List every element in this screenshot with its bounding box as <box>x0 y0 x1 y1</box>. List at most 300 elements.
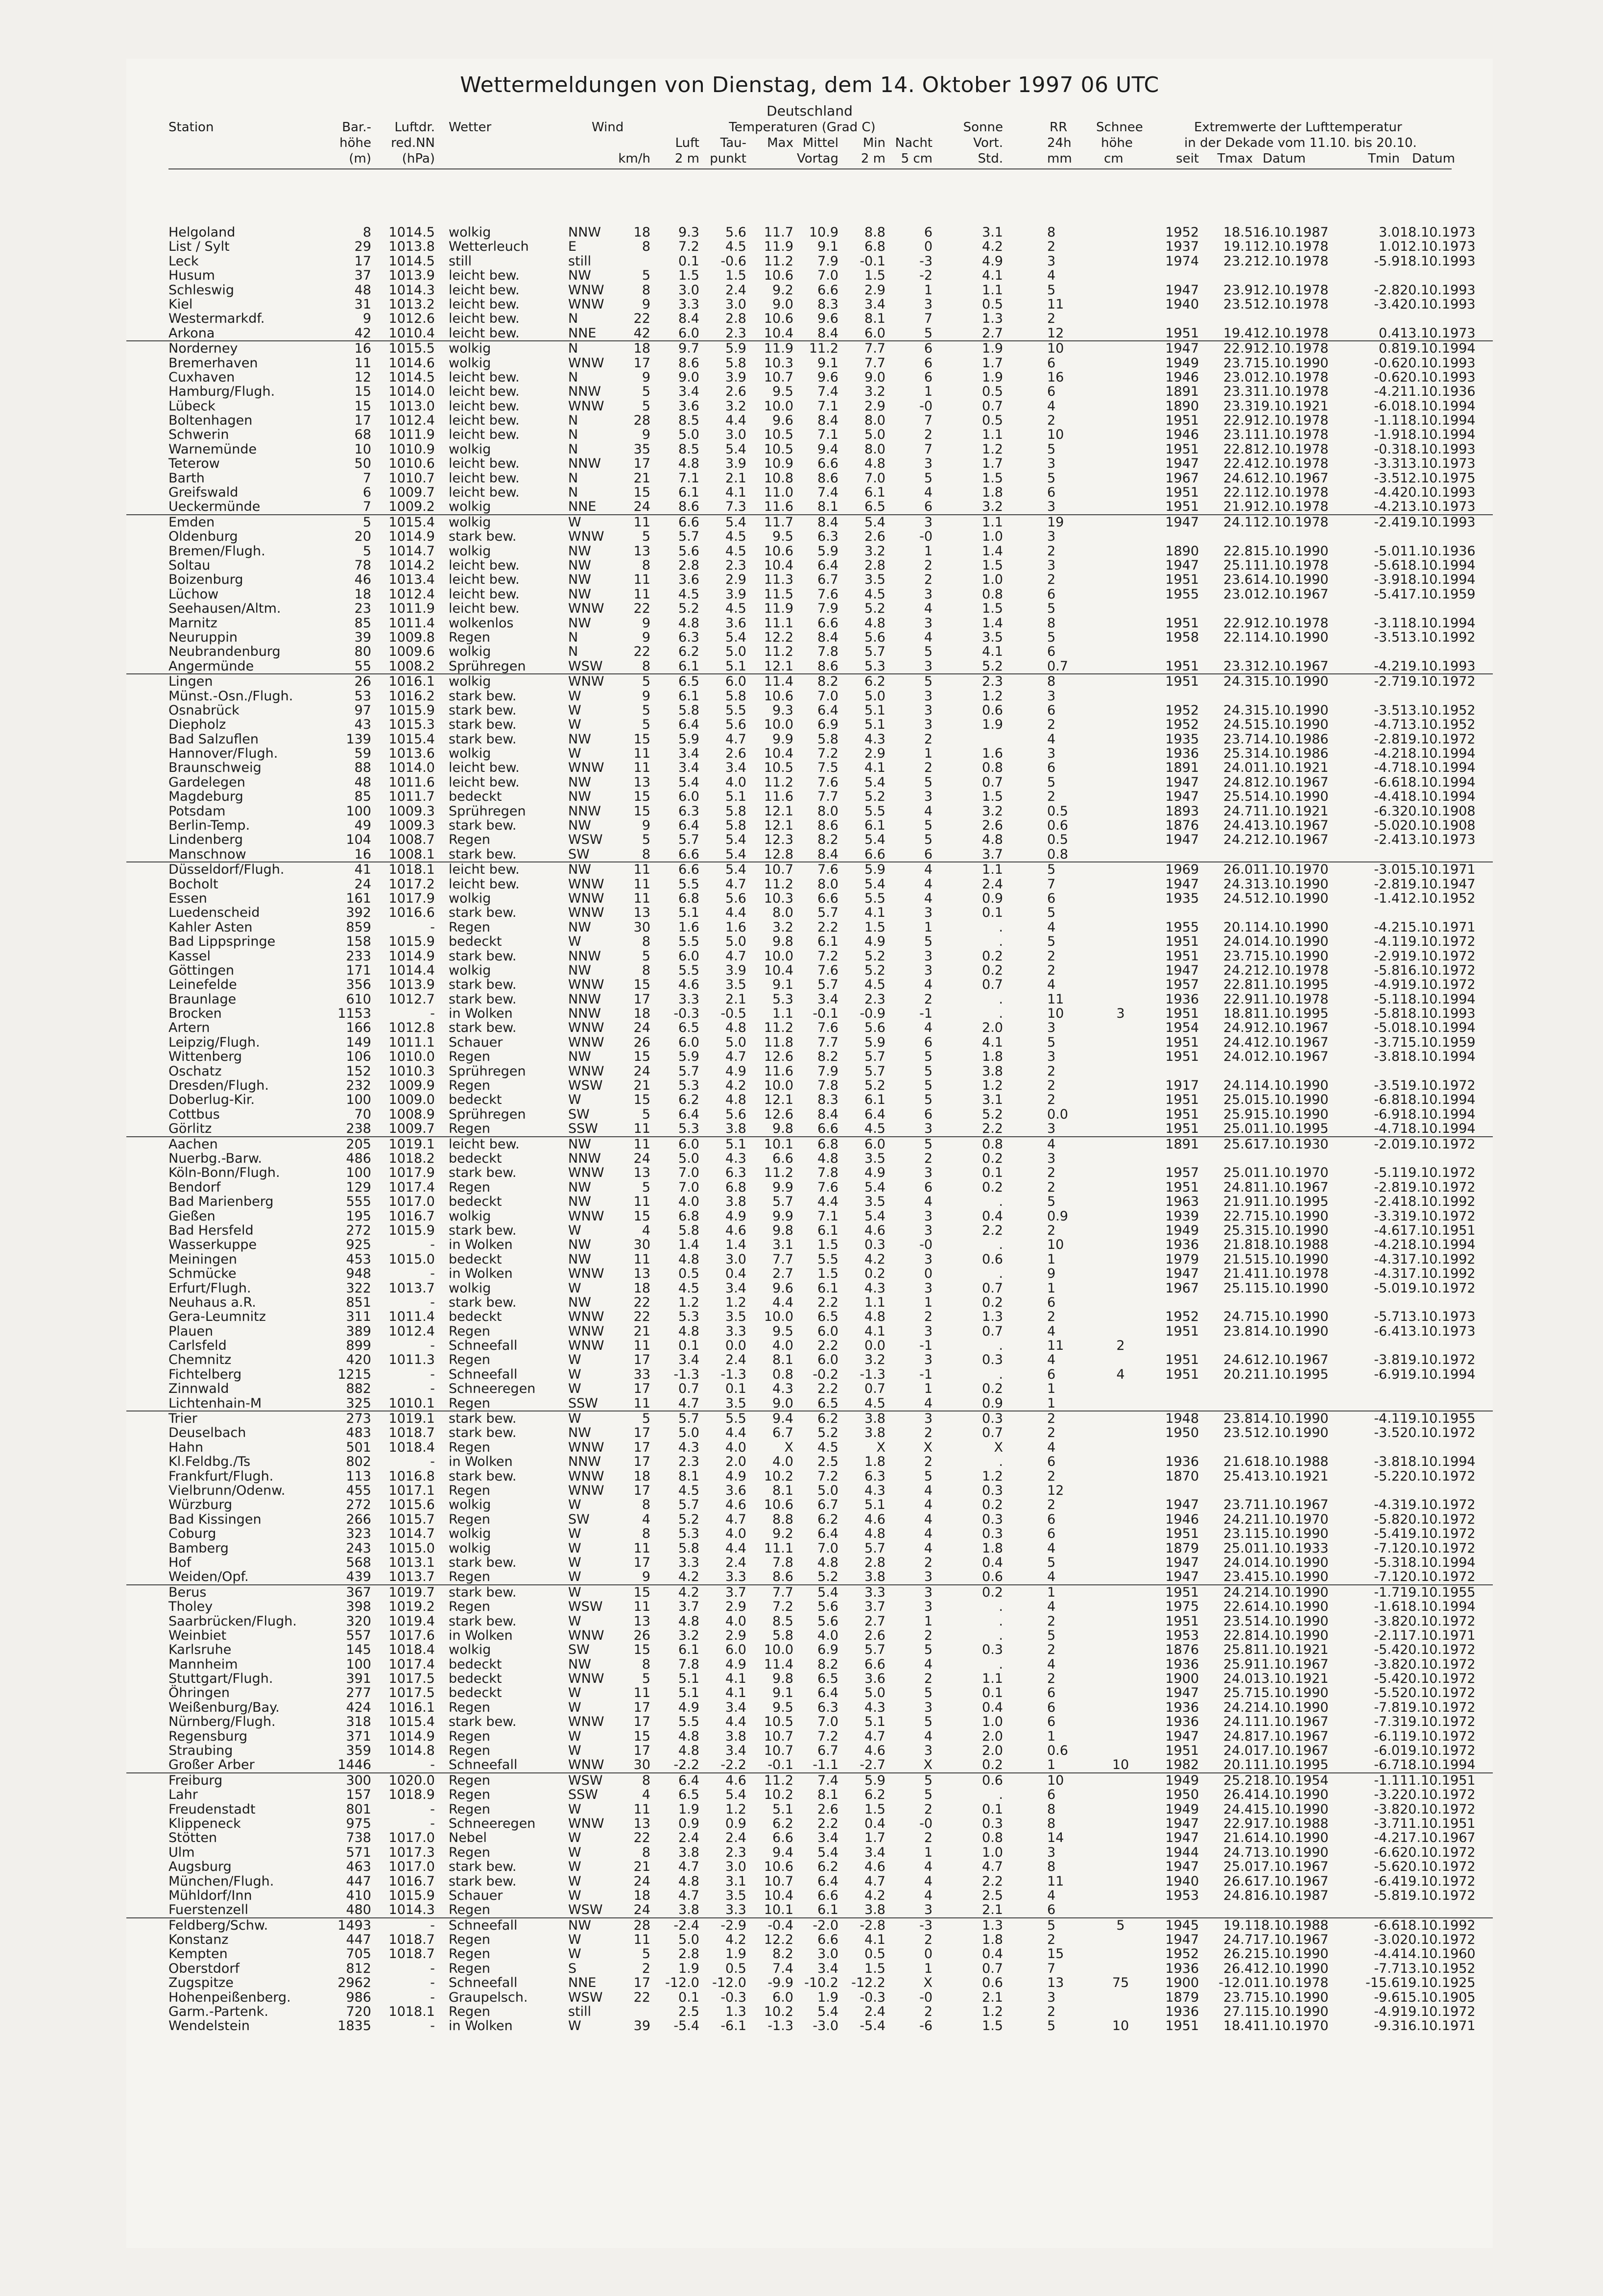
cell-tmin: -6.3 <box>1374 803 1400 819</box>
table-row <box>126 1107 1493 1122</box>
cell-tmin: -4.2 <box>1374 746 1400 762</box>
cell-wdir: WNW <box>568 1034 604 1050</box>
table-row <box>126 718 1493 732</box>
cell-mit: 4.8 <box>817 1555 838 1570</box>
cell-mit: 7.8 <box>817 644 838 660</box>
cell-min2: 8.8 <box>864 225 885 240</box>
cell-tmax: 23.6 <box>1223 572 1253 588</box>
cell-tmaxd: 15.10.1990 <box>1253 355 1329 371</box>
table-row <box>126 1195 1493 1209</box>
cell-min2: 8.0 <box>864 413 885 429</box>
cell-station: Hahn <box>168 1439 204 1455</box>
cell-wspd: 9 <box>642 688 650 704</box>
cell-t2m: 0.5 <box>678 1266 699 1282</box>
cell-min2: 3.5 <box>864 1151 885 1166</box>
cell-t2m: -0.3 <box>673 1006 699 1022</box>
cell-mit: 10.9 <box>809 225 838 240</box>
cell-max: 10.7 <box>764 1743 793 1759</box>
cell-mit: 2.2 <box>817 1381 838 1397</box>
cell-tmin: -2.8 <box>1374 731 1400 747</box>
cell-tmax: 23.7 <box>1223 1497 1253 1513</box>
cell-max: 8.0 <box>772 905 793 921</box>
table-row <box>126 674 1493 689</box>
cell-t2m: 1.4 <box>678 1237 699 1253</box>
cell-t2m: 3.6 <box>678 572 699 588</box>
cell-wspd: 13 <box>633 1613 650 1629</box>
cell-sonne: 3.8 <box>982 1063 1003 1079</box>
cell-tau: -2.9 <box>720 1917 746 1933</box>
cell-bar: 48 <box>354 282 371 298</box>
cell-tmax: 23.7 <box>1223 1989 1253 2005</box>
cell-wdir: W <box>568 1801 581 1817</box>
cell-wetter: Regen <box>449 1121 491 1137</box>
cell-wspd: 24 <box>633 1063 650 1079</box>
cell-mit: 6.7 <box>817 1497 838 1513</box>
cell-seit: 1891 <box>1165 1136 1199 1152</box>
cell-tmaxd: 12.10.1967 <box>1253 658 1329 674</box>
cell-seit: 1951 <box>1165 1584 1199 1600</box>
cell-tau: 2.3 <box>725 1844 746 1860</box>
cell-min2: 1.8 <box>864 1454 885 1470</box>
cell-tmax: 22.9 <box>1223 413 1253 429</box>
table-row <box>126 442 1493 456</box>
cell-tmax: 24.2 <box>1223 962 1253 978</box>
cell-min5: 5 <box>924 1787 933 1803</box>
cell-station: Kiel <box>168 296 193 312</box>
cell-wspd: 42 <box>633 325 650 341</box>
cell-max: 6.2 <box>772 1816 793 1831</box>
cell-wetter: stark bew. <box>449 977 517 993</box>
cell-min2: 4.9 <box>864 1165 885 1181</box>
cell-rr: 8 <box>1047 615 1056 631</box>
cell-tau: 1.6 <box>725 919 746 935</box>
cell-tmind: 18.10.1994 <box>1400 1555 1476 1570</box>
cell-tmind: 17.10.1951 <box>1400 1222 1476 1238</box>
cell-luft: 1014.0 <box>388 760 435 776</box>
cell-max: 1.1 <box>772 1006 793 1022</box>
table-row <box>126 1947 1493 1961</box>
cell-rr: 6 <box>1047 890 1056 906</box>
cell-tmind: 20.10.1972 <box>1400 1642 1476 1658</box>
cell-sonne: 0.7 <box>982 1425 1003 1441</box>
cell-station: Berlin-Temp. <box>168 818 250 834</box>
cell-luft: - <box>430 1338 435 1354</box>
cell-sonne: 2.3 <box>982 674 1003 690</box>
cell-wetter: wolkig <box>449 644 491 660</box>
cell-tau: 3.0 <box>725 1859 746 1875</box>
cell-tau: 2.4 <box>725 1555 746 1570</box>
table-row <box>126 1122 1493 1136</box>
cell-max: 10.7 <box>764 862 793 878</box>
cell-seit: 1974 <box>1165 253 1199 269</box>
cell-t2m: 3.2 <box>678 1627 699 1643</box>
cell-rr: 2 <box>1047 1671 1056 1687</box>
cell-tmaxd: 11.10.1995 <box>1253 1366 1329 1382</box>
cell-tmax: 24.9 <box>1223 1020 1253 1036</box>
cell-max: 8.2 <box>772 1946 793 1962</box>
cell-rr: 0.7 <box>1047 658 1068 674</box>
cell-wetter: wolkig <box>449 1280 491 1296</box>
cell-min2: 1.1 <box>864 1294 885 1310</box>
cell-sonne: 4.2 <box>982 239 1003 255</box>
cell-wspd: 22 <box>633 1830 650 1846</box>
cell-mit: 7.9 <box>817 601 838 617</box>
cell-seit: 1951 <box>1165 1034 1199 1050</box>
cell-wdir: WSW <box>568 832 603 848</box>
table-row <box>126 1180 1493 1195</box>
cell-sonne: 1.3 <box>982 1917 1003 1933</box>
cell-wetter: Sprühregen <box>449 803 526 819</box>
cell-t2m: 8.5 <box>678 413 699 429</box>
cell-wdir: NW <box>568 774 591 790</box>
cell-sonne: 1.6 <box>982 746 1003 762</box>
cell-min2: 5.3 <box>864 658 885 674</box>
cell-mit: 6.6 <box>817 282 838 298</box>
cell-mit: 9.1 <box>817 239 838 255</box>
cell-min2: 5.0 <box>864 688 885 704</box>
cell-mit: 8.4 <box>817 325 838 341</box>
cell-t2m: 4.2 <box>678 1569 699 1585</box>
cell-seit: 1951 <box>1165 325 1199 341</box>
cell-wetter: wolkig <box>449 441 491 457</box>
cell-min2: 3.4 <box>864 296 885 312</box>
cell-tau: 3.7 <box>725 1584 746 1600</box>
cell-min5: 2 <box>924 1932 933 1948</box>
cell-luft: 1018.2 <box>388 1151 435 1166</box>
cell-luft: - <box>430 1006 435 1022</box>
cell-station: Straubing <box>168 1743 233 1759</box>
region-subtitle: Deutschland <box>766 103 853 119</box>
table-row <box>126 1469 1493 1483</box>
cell-station: Bamberg <box>168 1540 229 1556</box>
cell-tmin: -9.3 <box>1374 2018 1400 2034</box>
cell-bar: 483 <box>346 1425 371 1441</box>
cell-luft: 1009.0 <box>388 1092 435 1108</box>
cell-mit: 6.0 <box>817 1323 838 1339</box>
cell-seit: 1947 <box>1165 962 1199 978</box>
cell-min2: 5.2 <box>864 789 885 805</box>
cell-seit: 1952 <box>1165 1309 1199 1325</box>
cell-tmind: 19.10.1972 <box>1400 2004 1476 2020</box>
cell-tau: 2.4 <box>725 282 746 298</box>
cell-tau: 5.4 <box>725 846 746 862</box>
cell-t2m: 3.4 <box>678 384 699 400</box>
cell-wdir: N <box>568 629 578 645</box>
cell-tmax: 24.5 <box>1223 890 1253 906</box>
cell-mit: 6.8 <box>817 1136 838 1152</box>
cell-tmind: 15.10.1959 <box>1400 1034 1476 1050</box>
cell-luft: 1016.7 <box>388 1208 435 1224</box>
cell-tau: 4.4 <box>725 413 746 429</box>
cell-seit: 1967 <box>1165 1280 1199 1296</box>
cell-bar: 149 <box>346 1034 371 1050</box>
cell-sonne: 0.5 <box>982 384 1003 400</box>
cell-seit: 1900 <box>1165 1671 1199 1687</box>
header-temp-group: Temperaturen (Grad C) <box>729 120 876 135</box>
cell-seit: 1951 <box>1165 1352 1199 1368</box>
cell-wdir: W <box>568 1932 581 1948</box>
cell-luft: - <box>430 1366 435 1382</box>
cell-seit: 1953 <box>1165 1627 1199 1643</box>
cell-mit: 2.2 <box>817 919 838 935</box>
cell-wdir: W <box>568 1092 581 1108</box>
cell-min5: 5 <box>924 325 933 341</box>
cell-station: Oldenburg <box>168 529 238 545</box>
cell-tmaxd: 12.10.1978 <box>1253 485 1329 501</box>
cell-t2m: 1.9 <box>678 1801 699 1817</box>
cell-wdir: WNW <box>568 1671 604 1687</box>
cell-station: Artern <box>168 1020 210 1036</box>
cell-wdir: W <box>568 2018 581 2034</box>
cell-station: Bremen/Flugh. <box>168 543 265 559</box>
cell-seit: 1951 <box>1165 934 1199 950</box>
cell-luft: 1010.9 <box>388 441 435 457</box>
cell-min2: 4.7 <box>864 1728 885 1744</box>
cell-wdir: N <box>568 413 578 429</box>
cell-wetter: Regen <box>449 1352 491 1368</box>
cell-tau: 4.0 <box>725 1526 746 1542</box>
cell-tmax: 25.7 <box>1223 1685 1253 1701</box>
cell-tmaxd: 12.10.1967 <box>1253 1352 1329 1368</box>
cell-tmind: 19.10.1972 <box>1400 1136 1476 1152</box>
cell-wetter: stark bew. <box>449 1411 517 1427</box>
cell-min2: 4.8 <box>864 1309 885 1325</box>
cell-min2: 4.8 <box>864 1526 885 1542</box>
cell-station: Doberlug-Kir. <box>168 1092 255 1108</box>
cell-tau: 2.3 <box>725 557 746 573</box>
cell-bar: 145 <box>346 1642 371 1658</box>
cell-luft: 1012.4 <box>388 1323 435 1339</box>
cell-wetter: stark bew. <box>449 731 517 747</box>
cell-min2: 3.7 <box>864 1599 885 1615</box>
cell-bar: 5 <box>362 543 371 559</box>
cell-min2: 7.0 <box>864 470 885 486</box>
cell-tau: 3.4 <box>725 1280 746 1296</box>
cell-wspd: 17 <box>633 1699 650 1715</box>
cell-wspd: 5 <box>642 674 650 690</box>
cell-tmin: -5.0 <box>1374 543 1400 559</box>
cell-wspd: 18 <box>633 1888 650 1903</box>
cell-station: Hannover/Flugh. <box>168 746 278 762</box>
cell-wetter: stark bew. <box>449 1584 517 1600</box>
cell-tau: 5.5 <box>725 1411 746 1427</box>
cell-rr: 5 <box>1047 1194 1056 1210</box>
cell-luft: - <box>430 1237 435 1253</box>
cell-wetter: leicht bew. <box>449 296 520 312</box>
cell-wdir: NW <box>568 1237 591 1253</box>
cell-wspd: 22 <box>633 1989 650 2005</box>
cell-min2: 5.0 <box>864 1685 885 1701</box>
cell-tmind: 20.10.1972 <box>1400 1613 1476 1629</box>
cell-wdir: W <box>568 1685 581 1701</box>
cell-seit: 1951 <box>1165 499 1199 515</box>
table-row <box>126 1382 1493 1396</box>
cell-tmin: -3.7 <box>1374 1034 1400 1050</box>
cell-t2m: 6.3 <box>678 803 699 819</box>
cell-wspd: 17 <box>633 1555 650 1570</box>
cell-min2: 5.2 <box>864 962 885 978</box>
cell-tmin: -6.0 <box>1374 398 1400 414</box>
cell-wspd: 22 <box>633 1294 650 1310</box>
cell-bar: 158 <box>346 934 371 950</box>
cell-tau: 5.4 <box>725 441 746 457</box>
cell-wetter: Regen <box>449 1078 491 1094</box>
cell-tmaxd: 12.10.1978 <box>1253 282 1329 298</box>
cell-min5: 2 <box>924 572 933 588</box>
cell-sonne: 0.5 <box>982 296 1003 312</box>
cell-luft: 1009.8 <box>388 629 435 645</box>
cell-tmin: -6.6 <box>1374 1917 1400 1933</box>
table-row <box>126 356 1493 370</box>
cell-min2: 4.8 <box>864 615 885 631</box>
cell-tmin: -7.1 <box>1374 1569 1400 1585</box>
cell-min5: 6 <box>924 369 933 385</box>
cell-luft: 1016.2 <box>388 688 435 704</box>
cell-rr: 4 <box>1047 1352 1056 1368</box>
cell-mit: 8.4 <box>817 846 838 862</box>
cell-min2: 4.1 <box>864 1323 885 1339</box>
cell-min5: 4 <box>924 890 933 906</box>
cell-tmaxd: 12.10.1978 <box>1253 413 1329 429</box>
cell-tmin: -3.8 <box>1374 1454 1400 1470</box>
cell-wdir: W <box>568 1222 581 1238</box>
cell-tmax: 25.3 <box>1223 1222 1253 1238</box>
cell-min5: -2 <box>919 268 933 284</box>
cell-station: Nuerbg.-Barw. <box>168 1151 263 1166</box>
cell-min2: 6.6 <box>864 846 885 862</box>
cell-wdir: NNW <box>568 803 601 819</box>
cell-wetter: leicht bew. <box>449 413 520 429</box>
cell-tau: 4.1 <box>725 1671 746 1687</box>
table-row <box>126 515 1493 529</box>
cell-tmind: 19.10.1994 <box>1400 341 1476 357</box>
cell-mit: -3.0 <box>813 2018 838 2034</box>
table-row <box>126 311 1493 326</box>
cell-wetter: Regen <box>449 1395 491 1411</box>
cell-station: Regensburg <box>168 1728 248 1744</box>
cell-min5: 5 <box>924 1092 933 1108</box>
cell-wetter: bedeckt <box>449 1309 502 1325</box>
cell-mit: -10.2 <box>804 1975 838 1991</box>
cell-wspd: 30 <box>633 1237 650 1253</box>
cell-tau: 3.8 <box>725 1194 746 1210</box>
cell-min2: 6.2 <box>864 674 885 690</box>
cell-min5: 6 <box>924 341 933 357</box>
cell-sonne: 4.1 <box>982 644 1003 660</box>
table-row <box>126 341 1493 356</box>
cell-luft: 1011.9 <box>388 427 435 443</box>
cell-min5: -1 <box>919 1006 933 1022</box>
header-rr-1: RR <box>1050 120 1068 135</box>
cell-t2m: 7.1 <box>678 470 699 486</box>
table-row <box>126 732 1493 746</box>
table-row <box>126 1874 1493 1889</box>
cell-max: 10.4 <box>764 325 793 341</box>
cell-station: Vielbrunn/Odenw. <box>168 1483 286 1498</box>
cell-max: 8.6 <box>772 1569 793 1585</box>
cell-min5: 3 <box>924 962 933 978</box>
cell-tmaxd: 14.10.1990 <box>1253 1078 1329 1094</box>
cell-station: Großer Arber <box>168 1757 255 1773</box>
station-group <box>126 861 1493 1136</box>
cell-max: 10.2 <box>764 1787 793 1803</box>
cell-mit: 2.2 <box>817 1294 838 1310</box>
cell-seit: 1951 <box>1165 572 1199 588</box>
cell-tmax: 21.6 <box>1223 1454 1253 1470</box>
table-row <box>126 862 1493 877</box>
cell-max: 12.1 <box>764 1092 793 1108</box>
cell-luft: 1015.9 <box>388 702 435 718</box>
cell-min5: 5 <box>924 470 933 486</box>
cell-tau: 3.3 <box>725 1569 746 1585</box>
cell-station: Cuxhaven <box>168 369 235 385</box>
cell-tmaxd: 14.10.1986 <box>1253 731 1329 747</box>
cell-seit: 1935 <box>1165 890 1199 906</box>
cell-max: 7.4 <box>772 1961 793 1976</box>
cell-sonne: 4.1 <box>982 268 1003 284</box>
cell-seit: 1936 <box>1165 746 1199 762</box>
cell-mit: 5.2 <box>817 1425 838 1441</box>
table-row <box>126 1657 1493 1672</box>
station-group <box>126 673 1493 861</box>
cell-min2: 6.1 <box>864 1092 885 1108</box>
table-row <box>126 544 1493 558</box>
cell-bar: 272 <box>346 1222 371 1238</box>
cell-bar: 480 <box>346 1902 371 1918</box>
cell-tmax: 25.1 <box>1223 557 1253 573</box>
cell-luft: 1017.0 <box>388 1859 435 1875</box>
cell-wdir: W <box>568 1584 581 1600</box>
cell-bar: 166 <box>346 1020 371 1036</box>
table-row <box>126 630 1493 645</box>
cell-tau: 4.8 <box>725 1092 746 1108</box>
cell-min5: 1 <box>924 919 933 935</box>
cell-max: 10.3 <box>764 355 793 371</box>
cell-min5: 3 <box>924 717 933 733</box>
cell-wspd: 15 <box>633 1642 650 1658</box>
cell-tmax: 21.5 <box>1223 1251 1253 1267</box>
cell-seit: 1936 <box>1165 1699 1199 1715</box>
cell-wetter: wolkig <box>449 1208 491 1224</box>
header-station: Station <box>168 120 214 135</box>
cell-bar: 325 <box>346 1395 371 1411</box>
cell-tmaxd: 17.10.1967 <box>1253 1873 1329 1889</box>
header-wind: Wind <box>592 120 624 135</box>
cell-sonne: . <box>999 1627 1003 1643</box>
cell-min2: 0.3 <box>864 1237 885 1253</box>
cell-max: 5.8 <box>772 1627 793 1643</box>
cell-rr: 2 <box>1047 239 1056 255</box>
cell-rr: 0.6 <box>1047 818 1068 834</box>
cell-wetter: Regen <box>449 1961 491 1976</box>
cell-tau: 3.9 <box>725 456 746 472</box>
cell-tmax: 22.1 <box>1223 629 1253 645</box>
cell-tmind: 17.10.1971 <box>1400 1627 1476 1643</box>
cell-station: Braunlage <box>168 991 237 1007</box>
table-row <box>126 1744 1493 1758</box>
cell-sonne: 1.7 <box>982 456 1003 472</box>
cell-min5: 0 <box>924 1946 933 1962</box>
cell-tmind: 13.10.1973 <box>1400 1309 1476 1325</box>
cell-station: Zugspitze <box>168 1975 234 1991</box>
cell-bar: 859 <box>346 919 371 935</box>
cell-sonne: 5.2 <box>982 1106 1003 1122</box>
cell-bar: 610 <box>346 991 371 1007</box>
cell-tau: 6.8 <box>725 1179 746 1195</box>
cell-sonne: 0.3 <box>982 1642 1003 1658</box>
cell-min5: -0 <box>919 1989 933 2005</box>
cell-max: 8.8 <box>772 1511 793 1527</box>
